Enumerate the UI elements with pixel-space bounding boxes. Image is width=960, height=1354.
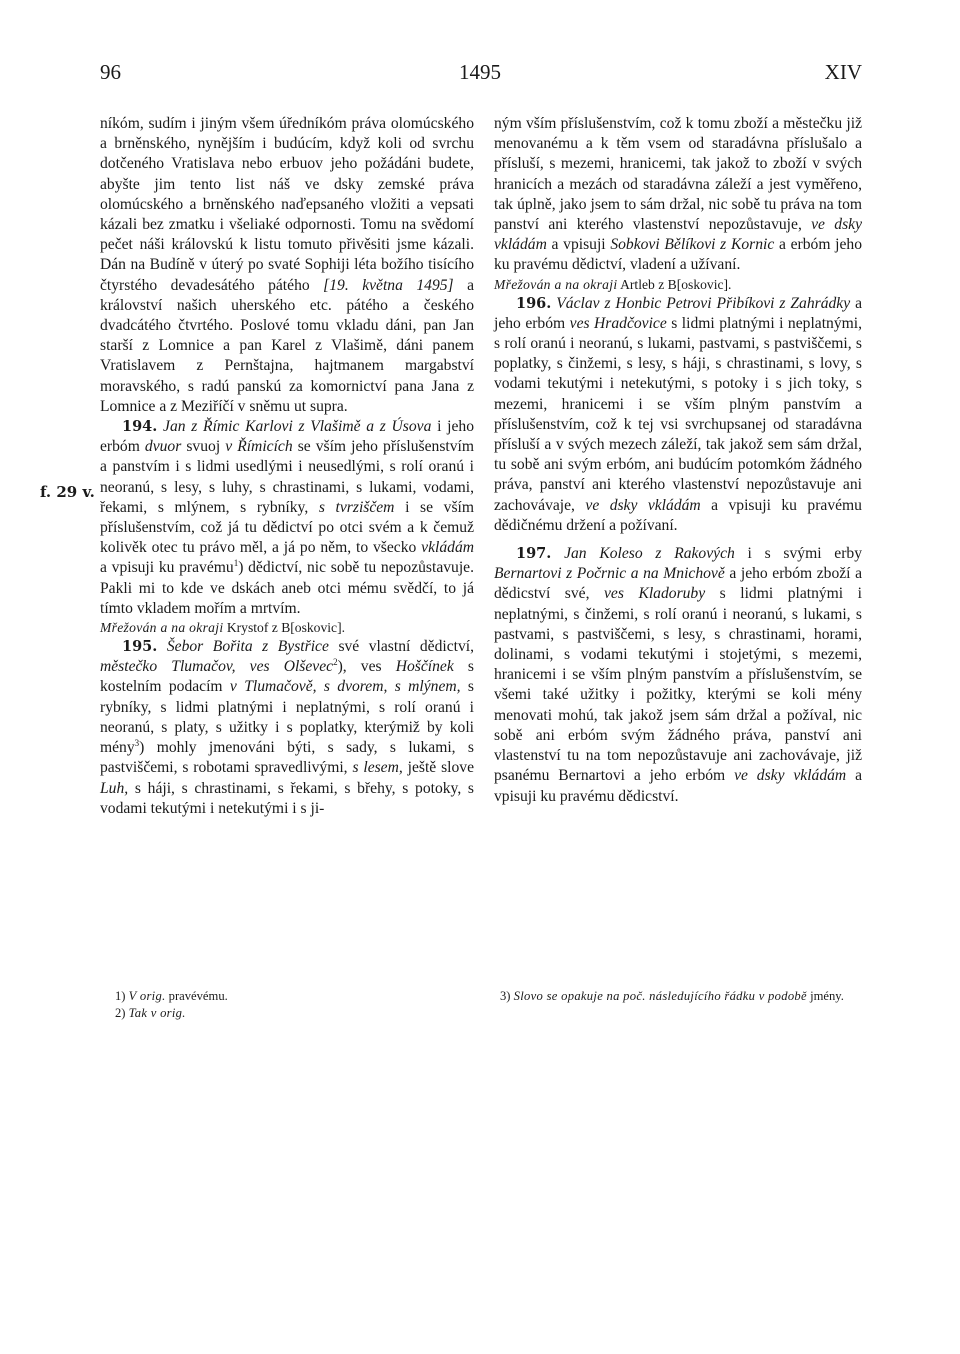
- footnotes-left: [115, 988, 455, 1022]
- left-column: [100, 114, 474, 819]
- entry-196: 196. Václav z Honbic Petrovi Přibíkovi z Zahrádky a jeho erbóm ves Hradčovice s lidmi platnými i neplatnými, s rolí oranú i neoranú, s lukami, pastvami, s pastviščemi, s poplatky, s činžemi, s lesy, s háji, s chrastinami, s lovy, s vodami tekutými i netekutými, s potoky i s jich toky, s mezemi, hranicemi i se vším plným panstvím a příslušenstvím, což k tej vsi svrchupsanej od staradávna přísluší a v svých mezech záleží, tak jakož sem sám držal, tu sobě ani svým erbóm, ani budúcím potomkóm žádného práva, panství ani kterého vlastenství nepozůstavuje ani zachovávaje, ve dsky vkládám a vpisuji ku pravému dědičnému držení a požívaní.: [494, 294, 862, 534]
- entry-number: 197.: [516, 545, 552, 563]
- right-column: [494, 114, 862, 807]
- footnote-ref: 2: [333, 657, 338, 668]
- footnote-ref: 3: [134, 737, 140, 748]
- continuation-paragraph: níkóm, sudím i jiným všem úředníkóm práva olomúcského a brněnského, nynějším i budúcím, když koli od svrchu dotčeného Vratislava nebo erbuov jeho požádáni budete, abyšte jim tento list náš ve dsky zemské práva olomúcského a brněnského naďepsaného vložiti a vepsati kázali bez zmatku i všeliaké odpornosti. Tomu na svědomí pečet náši královskú k listu tomuto přivěsiti jsme kázali. Dán na Budíně v úterý po svaté Sophiji léta božího tisícího čtyrstého devadesátého pátého [19. května 1495] a království našich uherského etc. pátého a českého dvadcátého čtvrtého. Poslové tomu vkladu dáni, pan Jan starší z Lomnice a pan Karel z Vlašimě, dáni panem Vratislavem z Pernštajna, hajtmanem margabství moravského, s radú panskú za komornictví pana Jana z Lomnice a z Meziříčí v sněmu ut supra.: [100, 115, 475, 415]
- entry-number: 195.: [122, 638, 158, 656]
- footnote-3: 3) Slovo se opakuje na poč. následujícího řádku v podobě jmény.: [500, 989, 844, 1003]
- margin-folio-note: f. 29 v.: [40, 483, 95, 501]
- footnotes-right: [500, 988, 860, 1005]
- entry-197: 197. Jan Koleso z Rakových i s svými erby Bernartovi z Počrnic a na Mnichově a jeho erbóm zboží a dědicství své, ves Kladoruby s lidmi platnými i neplatnými, s činžemi, s rolí oranú i neoranú, s lukami, s pastvami, s pastviščemi, s lesy, s chrastinami, horami, dolinami, s vodami tekutými i stojetými, s mezemi, hranicemi i se vším plným panstvím a příslušenstvím, se všemi také užitky i požitky, kterými se koli mény menovati mohú, tak jakož jsem sám držal a požíval, nic sobě ani erbóm svým žádného práva, panství ani vlastenství tu na tom nepozůstavuje ani zachovávaje, již psanému Bernartovi a jeho erbóm ve dsky vkládám a vpisuji ku pravému dědicství.: [494, 545, 863, 805]
- footnote-ref: 1: [233, 558, 239, 569]
- entry-number: 196.: [516, 294, 552, 312]
- entry-195: 195. Šebor Bořita z Bystřice své vlastní dědictví, městečko Tlumačov, ves Olševec$^2$), ves Hoščínek s kostelním podacím v Tlumačově, s dvorem, s mlýnem, s rybníky, s lidmi platnými i neplatnými, s rolí oranú i neoranú, s platy, s užitky i s poplatky, kterýmiž by koli mény$^3$) mohly jmenováni býti, s sady, s lukami, s pastviščemi, s robotami spravedlivými, s lesem, ještě slove Luh, s háji, s chrastinami, s řekami, s břehy, s potoky, s vodami tekutými i netekutými i s ji-: [100, 638, 475, 817]
- chapter-number: XIV: [824, 60, 862, 84]
- registry-note: Mřežován a na okraji Krystof z B[oskovic].: [100, 620, 345, 636]
- entry-194: 194. Jan z Římic Karlovi z Vlašimě a z Úsova i jeho erbóm dvuor svuoj v Římicích se vším jeho příslušenstvím a panstvím i s lidmi usedlými i neusedlými, s rolí oranú i neoranú, s lesy, s luhy, s chrastinami, s lukami, vodami, řekami, s mlýnem, s rybníky, s tvrziščem i se vším příslušenstvím, což já tu dědictví po otci svém a k čemuž kolivěk otec tu právo měl, a já po něm, to všecko vkládám a vpisuji ku pravému$^1$) dědictví, nic sobě tu nepozůstavuje. Pakli mi to kde ve dskách aneb otci mému svědčí, to já tímto vkladem mořím a mrtvím.: [100, 418, 474, 617]
- year-heading: 1495: [459, 60, 501, 84]
- footnote-2: 2) Tak v orig.: [115, 1006, 186, 1020]
- entry-number: 194.: [122, 418, 158, 436]
- entry-195-continued: ným vším příslušenstvím, což k tomu zboží a městečku již menovanému a k těm vsem od staradávna příslušalo a přísluší, s mezemi, hranicemi, tak jakož to zboží v svých hranicích a mezách od staradávna záleží a jest vyměřeno, tak úplně, jako jsem to sám držal, nic sobě tu práva na tom panství ani kterého vlastenství nepozůstavuje, ve dsky vkládám a vpisuji Sobkovi Bělíkovi z Kornic a erbóm jeho ku pravému dědictví, vladení a užívaní.: [494, 115, 862, 274]
- footnote-1: 1) V orig. pravévému.: [115, 989, 228, 1003]
- page-header: [0, 58, 960, 88]
- page-number: 96: [100, 60, 121, 84]
- registry-note: Mřežován a na okraji Artleb z B[oskovic].: [494, 276, 732, 292]
